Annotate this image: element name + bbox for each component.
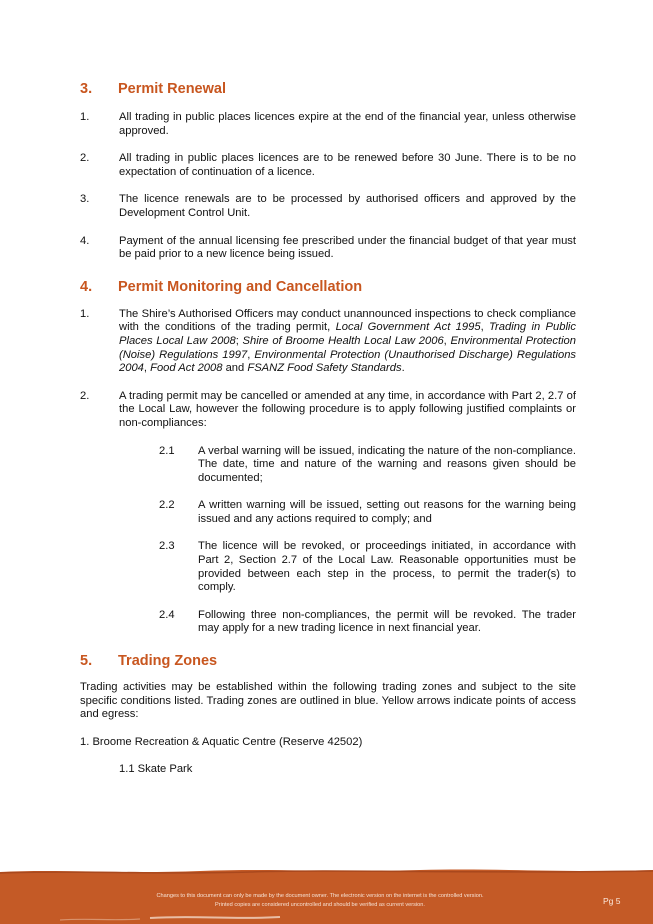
list-item bbox=[80, 111, 576, 138]
sub-list-item bbox=[80, 499, 576, 526]
section-5-heading bbox=[80, 652, 576, 670]
section-4-title: Permit Monitoring and Cancellation bbox=[118, 278, 363, 295]
section-3-title: Permit Renewal bbox=[118, 81, 226, 97]
item-number: 3. bbox=[80, 193, 90, 206]
footer-line-2: Printed copies are considered uncontrolled and should be verified as current version. bbox=[215, 902, 425, 908]
item-number: 2. bbox=[80, 389, 90, 402]
item-text: The Shire’s Authorised Officers may conduct unannounced inspections to check compliance with the conditions of the trading permit, Local Government Act 1995, Trading in Public Places Local Law 2008; Shire of Broome Health Local Law 2006, Environmental Protection (Noise) Regulations 1997, Environmental Protection (Unauthorised Discharge) Regulations 2004, Food Act 2008 and FSANZ Food Safety Standards. bbox=[119, 307, 577, 375]
item-number: 2. bbox=[80, 152, 90, 165]
trading-zone-item: 1. Broome Recreation & Aquatic Centre (Reserve 42502) bbox=[80, 735, 363, 748]
section-3-heading bbox=[80, 80, 576, 98]
sub-item-text: The licence will be revoked, or proceedings initiated, in accordance with Part 2, Section 2.7 of the Local Law. Reasonable opportunities must be provided between each step in the process, to permit the trader(s) to comply. bbox=[198, 540, 576, 594]
sub-list-item bbox=[80, 445, 576, 486]
section-3-number: 3. bbox=[80, 81, 93, 97]
sub-item-number: 2.3 bbox=[159, 540, 175, 553]
sub-item-text: A written warning will be issued, setting out reasons for the warning being issued and any actions required to comply; and bbox=[198, 499, 576, 525]
list-item bbox=[80, 235, 576, 262]
item-number: 4. bbox=[80, 234, 90, 247]
list-item bbox=[80, 152, 576, 179]
sub-list-item bbox=[80, 540, 576, 594]
page-number: Pg 5 bbox=[603, 896, 621, 906]
sub-item-number: 2.1 bbox=[159, 444, 175, 457]
list-item bbox=[80, 193, 576, 220]
item-text: All trading in public places licences are to be renewed before 30 June. There is to be no expectation of continuation of a licence. bbox=[119, 152, 576, 178]
section-4-number: 4. bbox=[80, 278, 93, 295]
list-item bbox=[80, 390, 576, 431]
page-content bbox=[80, 80, 576, 777]
item-text: All trading in public places licences expire at the end of the financial year, unless otherwise approved. bbox=[119, 111, 576, 137]
section-5-number: 5. bbox=[80, 653, 93, 670]
footer-line-1: Changes to this document can only be made by the document owner. The electronic version on the internet is the controlled version. bbox=[156, 893, 484, 899]
list-item bbox=[80, 308, 576, 376]
sub-item-text: Following three non-compliances, the permit will be revoked. The trader may apply for a new trading licence in next financial year. bbox=[198, 608, 576, 635]
sub-item-text: A verbal warning will be issued, indicating the nature of the non-compliance. The date, time and nature of the warning and reasons given should be documented; bbox=[198, 444, 576, 484]
sub-list-item bbox=[80, 609, 576, 636]
sub-item-number: 2.4 bbox=[159, 608, 175, 621]
section-4-heading bbox=[80, 278, 576, 296]
item-number: 1. bbox=[80, 307, 90, 320]
sub-item-number: 2.2 bbox=[159, 499, 175, 512]
item-text: The licence renewals are to be processed by authorised officers and approved by the Development Control Unit. bbox=[119, 193, 576, 219]
item-text: A trading permit may be cancelled or amended at any time, in accordance with Part 2, 2.7 of the Local Law, however the following procedure is to apply following justified complaints or non-compliances: bbox=[119, 389, 576, 429]
trading-zones-paragraph: Trading activities may be established within the following trading zones and subject to the site specific conditions listed. Trading zones are outlined in blue. Yellow arrows indicate points of access and egress: bbox=[80, 681, 576, 721]
footer-disclaimer bbox=[90, 892, 550, 910]
trading-zone-sub-item: 1.1 Skate Park bbox=[119, 763, 193, 776]
section-5-title: Trading Zones bbox=[118, 653, 218, 670]
item-number: 1. bbox=[80, 111, 90, 123]
item-text: Payment of the annual licensing fee prescribed under the financial budget of that year must be paid prior to a new licence being issued. bbox=[119, 234, 576, 261]
